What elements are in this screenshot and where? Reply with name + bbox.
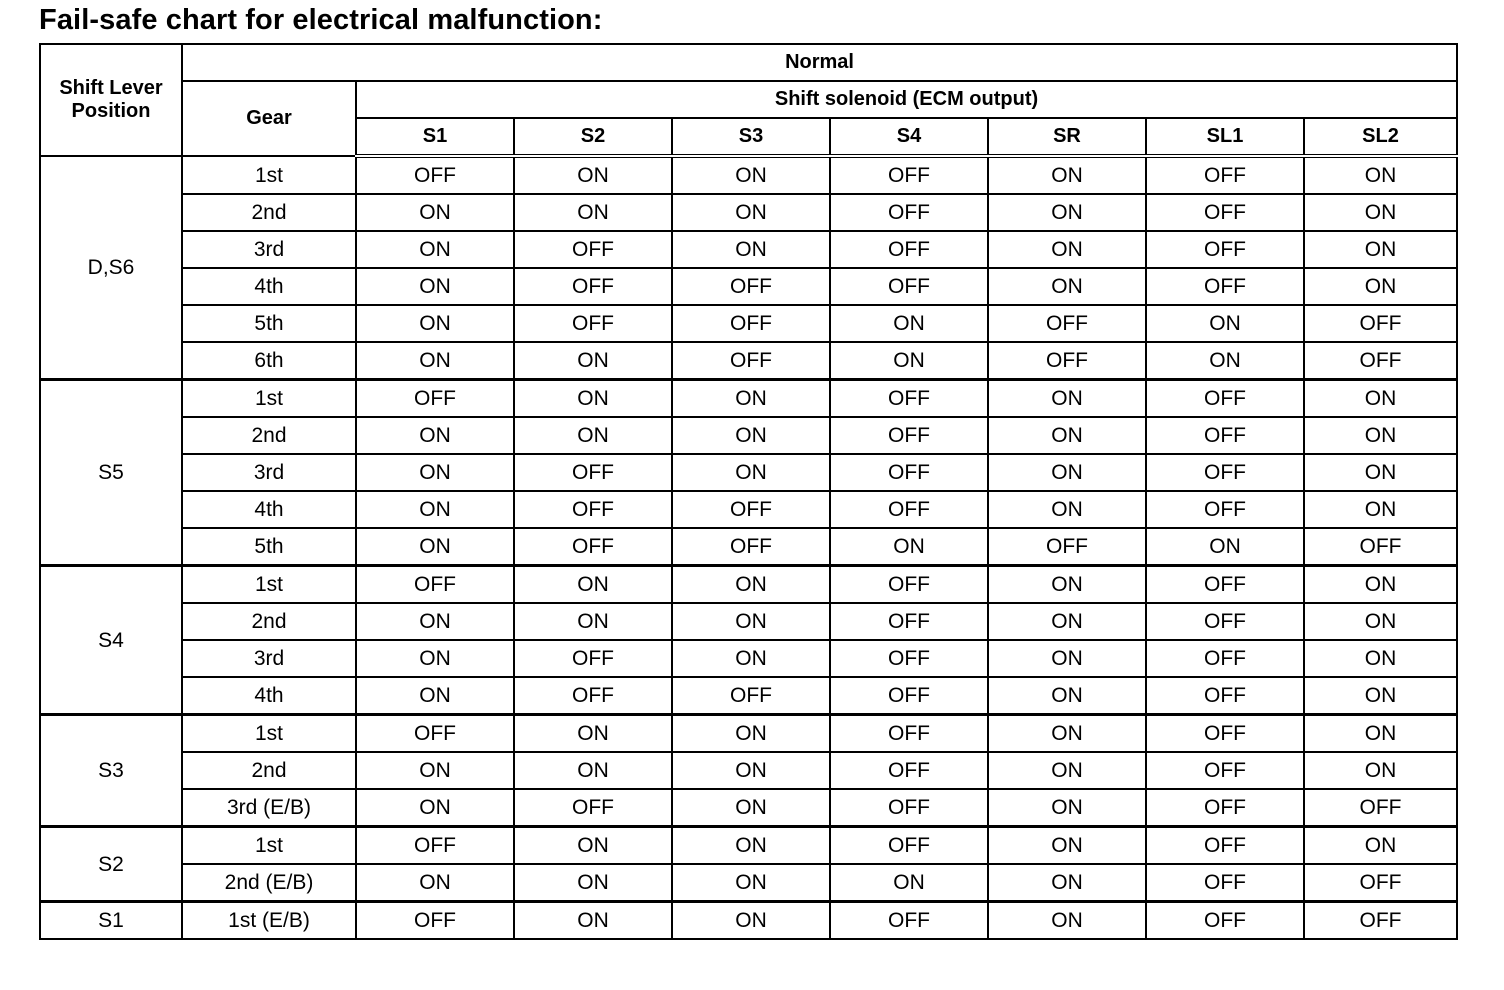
gear-cell: 3rd (E/B) <box>182 789 356 827</box>
header-solenoid-s4: S4 <box>830 118 988 156</box>
solenoid-state-cell: OFF <box>514 454 672 491</box>
solenoid-state-cell: ON <box>830 342 988 380</box>
solenoid-state-cell: ON <box>1304 715 1457 753</box>
solenoid-state-cell: OFF <box>830 417 988 454</box>
solenoid-state-cell: OFF <box>1146 194 1304 231</box>
shift-lever-position-cell: S3 <box>40 715 182 827</box>
gear-cell: 1st <box>182 156 356 194</box>
solenoid-state-cell: OFF <box>830 156 988 194</box>
solenoid-state-cell: ON <box>988 491 1146 528</box>
gear-cell: 1st (E/B) <box>182 902 356 940</box>
solenoid-state-cell: ON <box>988 902 1146 940</box>
solenoid-state-cell: ON <box>1304 677 1457 715</box>
solenoid-state-cell: ON <box>1304 640 1457 677</box>
solenoid-state-cell: OFF <box>830 566 988 604</box>
solenoid-state-cell: ON <box>1304 417 1457 454</box>
table-row <box>40 156 1457 194</box>
gear-cell: 4th <box>182 491 356 528</box>
solenoid-state-cell: ON <box>988 715 1146 753</box>
solenoid-state-cell: ON <box>988 603 1146 640</box>
solenoid-state-cell: ON <box>988 752 1146 789</box>
table-row <box>40 603 1457 640</box>
solenoid-state-cell: OFF <box>514 789 672 827</box>
solenoid-state-cell: OFF <box>672 677 830 715</box>
solenoid-state-cell: ON <box>988 677 1146 715</box>
solenoid-state-cell: ON <box>672 715 830 753</box>
solenoid-state-cell: OFF <box>1304 342 1457 380</box>
solenoid-state-cell: OFF <box>514 231 672 268</box>
solenoid-state-cell: OFF <box>514 528 672 566</box>
table-row <box>40 194 1457 231</box>
table-row <box>40 715 1457 753</box>
solenoid-state-cell: ON <box>988 864 1146 902</box>
solenoid-state-cell: OFF <box>988 528 1146 566</box>
solenoid-state-cell: ON <box>988 566 1146 604</box>
solenoid-state-cell: OFF <box>1146 864 1304 902</box>
solenoid-state-cell: ON <box>356 640 514 677</box>
solenoid-state-cell: ON <box>514 752 672 789</box>
solenoid-state-cell: OFF <box>1146 640 1304 677</box>
solenoid-state-cell: ON <box>672 640 830 677</box>
solenoid-state-cell: ON <box>514 864 672 902</box>
solenoid-state-cell: OFF <box>672 491 830 528</box>
solenoid-state-cell: OFF <box>1146 156 1304 194</box>
solenoid-state-cell: ON <box>514 603 672 640</box>
table-row <box>40 789 1457 827</box>
solenoid-state-cell: ON <box>672 194 830 231</box>
table-row <box>40 864 1457 902</box>
solenoid-state-cell: OFF <box>830 902 988 940</box>
solenoid-state-cell: ON <box>1304 752 1457 789</box>
solenoid-state-cell: OFF <box>1146 752 1304 789</box>
solenoid-state-cell: ON <box>672 380 830 418</box>
shift-lever-position-cell: S4 <box>40 566 182 715</box>
solenoid-state-cell: ON <box>356 417 514 454</box>
solenoid-state-cell: ON <box>672 231 830 268</box>
solenoid-state-cell: ON <box>672 566 830 604</box>
solenoid-state-cell: ON <box>356 491 514 528</box>
solenoid-state-cell: ON <box>988 827 1146 865</box>
solenoid-state-cell: ON <box>1304 603 1457 640</box>
solenoid-state-cell: ON <box>988 417 1146 454</box>
gear-cell: 1st <box>182 380 356 418</box>
solenoid-state-cell: ON <box>672 752 830 789</box>
solenoid-state-cell: ON <box>988 231 1146 268</box>
solenoid-state-cell: ON <box>356 454 514 491</box>
shift-lever-position-cell: S2 <box>40 827 182 902</box>
solenoid-state-cell: ON <box>1146 342 1304 380</box>
table-row <box>40 566 1457 604</box>
gear-cell: 2nd <box>182 603 356 640</box>
solenoid-state-cell: ON <box>672 902 830 940</box>
solenoid-state-cell: OFF <box>1146 231 1304 268</box>
header-solenoid-s3: S3 <box>672 118 830 156</box>
solenoid-state-cell: ON <box>672 603 830 640</box>
solenoid-state-cell: OFF <box>514 268 672 305</box>
solenoid-state-cell: ON <box>514 156 672 194</box>
solenoid-state-cell: ON <box>356 677 514 715</box>
solenoid-state-cell: ON <box>1304 194 1457 231</box>
solenoid-state-cell: OFF <box>672 268 830 305</box>
solenoid-state-cell: ON <box>356 194 514 231</box>
fail-safe-table <box>39 43 1458 940</box>
gear-cell: 3rd <box>182 640 356 677</box>
header-gear: Gear <box>182 81 356 156</box>
solenoid-state-cell: ON <box>988 194 1146 231</box>
solenoid-state-cell: OFF <box>1146 454 1304 491</box>
solenoid-state-cell: OFF <box>1146 827 1304 865</box>
table-row <box>40 454 1457 491</box>
solenoid-state-cell: OFF <box>356 715 514 753</box>
table-row <box>40 902 1457 940</box>
solenoid-state-cell: OFF <box>1146 789 1304 827</box>
table-row <box>40 268 1457 305</box>
solenoid-state-cell: ON <box>1304 827 1457 865</box>
solenoid-state-cell: ON <box>1304 268 1457 305</box>
solenoid-state-cell: OFF <box>514 640 672 677</box>
solenoid-state-cell: OFF <box>1146 902 1304 940</box>
solenoid-state-cell: ON <box>1304 454 1457 491</box>
header-shift-lever-position: Shift Lever Position <box>40 44 182 156</box>
header-solenoid-s1: S1 <box>356 118 514 156</box>
header-solenoid-s2: S2 <box>514 118 672 156</box>
gear-cell: 6th <box>182 342 356 380</box>
solenoid-state-cell: ON <box>514 566 672 604</box>
solenoid-state-cell: OFF <box>356 902 514 940</box>
solenoid-state-cell: ON <box>988 640 1146 677</box>
solenoid-state-cell: OFF <box>1304 528 1457 566</box>
table-row <box>40 417 1457 454</box>
gear-cell: 4th <box>182 677 356 715</box>
solenoid-state-cell: OFF <box>830 827 988 865</box>
solenoid-state-cell: ON <box>988 380 1146 418</box>
shift-lever-position-cell: D,S6 <box>40 156 182 380</box>
solenoid-state-cell: ON <box>514 417 672 454</box>
solenoid-state-cell: ON <box>356 305 514 342</box>
solenoid-state-cell: OFF <box>830 640 988 677</box>
solenoid-state-cell: OFF <box>830 789 988 827</box>
solenoid-state-cell: ON <box>672 156 830 194</box>
solenoid-state-cell: ON <box>514 902 672 940</box>
page-title: Fail-safe chart for electrical malfunction: <box>39 4 603 36</box>
solenoid-state-cell: ON <box>514 342 672 380</box>
gear-cell: 5th <box>182 305 356 342</box>
solenoid-state-cell: OFF <box>356 156 514 194</box>
solenoid-state-cell: ON <box>514 380 672 418</box>
shift-lever-position-cell: S1 <box>40 902 182 940</box>
gear-cell: 3rd <box>182 454 356 491</box>
solenoid-state-cell: ON <box>514 194 672 231</box>
solenoid-state-cell: OFF <box>356 380 514 418</box>
solenoid-state-cell: OFF <box>1146 677 1304 715</box>
solenoid-state-cell: ON <box>1304 380 1457 418</box>
shift-lever-position-cell: S5 <box>40 380 182 566</box>
gear-cell: 5th <box>182 528 356 566</box>
solenoid-state-cell: ON <box>356 231 514 268</box>
solenoid-state-cell: ON <box>356 342 514 380</box>
solenoid-state-cell: OFF <box>356 827 514 865</box>
solenoid-state-cell: OFF <box>1146 715 1304 753</box>
solenoid-state-cell: OFF <box>1304 864 1457 902</box>
solenoid-state-cell: OFF <box>830 677 988 715</box>
solenoid-state-cell: OFF <box>830 752 988 789</box>
solenoid-state-cell: ON <box>356 603 514 640</box>
solenoid-state-cell: OFF <box>672 528 830 566</box>
solenoid-state-cell: ON <box>830 528 988 566</box>
gear-cell: 4th <box>182 268 356 305</box>
solenoid-state-cell: OFF <box>830 603 988 640</box>
header-shift-solenoid: Shift solenoid (ECM output) <box>356 81 1457 118</box>
solenoid-state-cell: OFF <box>1146 268 1304 305</box>
table-row <box>40 752 1457 789</box>
solenoid-state-cell: OFF <box>1146 603 1304 640</box>
solenoid-state-cell: OFF <box>1146 380 1304 418</box>
solenoid-state-cell: ON <box>988 156 1146 194</box>
solenoid-state-cell: ON <box>356 864 514 902</box>
header-normal: Normal <box>182 44 1457 81</box>
gear-cell: 3rd <box>182 231 356 268</box>
table-row <box>40 380 1457 418</box>
solenoid-state-cell: ON <box>672 789 830 827</box>
solenoid-state-cell: ON <box>356 528 514 566</box>
solenoid-state-cell: OFF <box>830 268 988 305</box>
solenoid-state-cell: ON <box>672 417 830 454</box>
solenoid-state-cell: OFF <box>1146 417 1304 454</box>
solenoid-state-cell: ON <box>672 454 830 491</box>
solenoid-state-cell: OFF <box>830 454 988 491</box>
table-row <box>40 231 1457 268</box>
table-row <box>40 491 1457 528</box>
table-header <box>40 44 1457 156</box>
solenoid-state-cell: OFF <box>830 231 988 268</box>
header-solenoid-sl2: SL2 <box>1304 118 1457 156</box>
solenoid-state-cell: OFF <box>356 566 514 604</box>
gear-cell: 1st <box>182 827 356 865</box>
solenoid-state-cell: ON <box>830 864 988 902</box>
solenoid-state-cell: ON <box>356 268 514 305</box>
solenoid-state-cell: ON <box>1304 231 1457 268</box>
solenoid-state-cell: OFF <box>830 194 988 231</box>
solenoid-state-cell: OFF <box>672 342 830 380</box>
solenoid-state-cell: OFF <box>672 305 830 342</box>
solenoid-state-cell: OFF <box>1304 789 1457 827</box>
solenoid-state-cell: ON <box>988 789 1146 827</box>
table-row <box>40 528 1457 566</box>
solenoid-state-cell: OFF <box>830 715 988 753</box>
gear-cell: 2nd <box>182 417 356 454</box>
table-row <box>40 342 1457 380</box>
gear-cell: 1st <box>182 566 356 604</box>
solenoid-state-cell: OFF <box>830 491 988 528</box>
solenoid-state-cell: ON <box>1146 528 1304 566</box>
table-row <box>40 677 1457 715</box>
solenoid-state-cell: ON <box>1146 305 1304 342</box>
solenoid-state-cell: ON <box>514 715 672 753</box>
solenoid-state-cell: ON <box>356 789 514 827</box>
table-row <box>40 640 1457 677</box>
table-body <box>40 156 1457 939</box>
solenoid-state-cell: OFF <box>1304 305 1457 342</box>
gear-cell: 2nd (E/B) <box>182 864 356 902</box>
gear-cell: 2nd <box>182 752 356 789</box>
solenoid-state-cell: OFF <box>830 380 988 418</box>
solenoid-state-cell: OFF <box>1146 566 1304 604</box>
solenoid-state-cell: ON <box>672 827 830 865</box>
gear-cell: 1st <box>182 715 356 753</box>
table-row <box>40 827 1457 865</box>
solenoid-state-cell: OFF <box>514 491 672 528</box>
header-solenoid-sl1: SL1 <box>1146 118 1304 156</box>
solenoid-state-cell: ON <box>988 454 1146 491</box>
solenoid-state-cell: OFF <box>514 305 672 342</box>
solenoid-state-cell: OFF <box>1146 491 1304 528</box>
solenoid-state-cell: OFF <box>988 305 1146 342</box>
solenoid-state-cell: ON <box>1304 156 1457 194</box>
header-solenoid-sr: SR <box>988 118 1146 156</box>
solenoid-state-cell: OFF <box>1304 902 1457 940</box>
solenoid-state-cell: ON <box>988 268 1146 305</box>
solenoid-state-cell: ON <box>672 864 830 902</box>
solenoid-state-cell: ON <box>1304 491 1457 528</box>
solenoid-state-cell: ON <box>514 827 672 865</box>
solenoid-state-cell: ON <box>356 752 514 789</box>
table-row <box>40 305 1457 342</box>
gear-cell: 2nd <box>182 194 356 231</box>
solenoid-state-cell: OFF <box>514 677 672 715</box>
solenoid-state-cell: OFF <box>988 342 1146 380</box>
solenoid-state-cell: ON <box>830 305 988 342</box>
solenoid-state-cell: ON <box>1304 566 1457 604</box>
